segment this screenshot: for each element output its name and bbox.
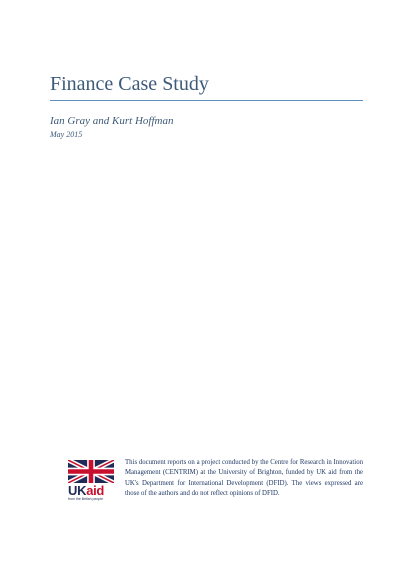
ukaid-wordmark: [68, 484, 114, 497]
ukaid-word-uk: UK: [68, 483, 87, 498]
ukaid-logo: [68, 460, 114, 501]
ukaid-tagline: from the British people: [68, 497, 104, 501]
funding-disclaimer: This document reports on a project conducted by the Centre for Research in Innovation Management (CENTRIM) at the University of Brighton, funded by UK aid from the UK's Department for International Development (DFID). The views expressed are those of the authors and do not reflect opinions of DFID.: [125, 459, 363, 498]
document-date: May 2015: [50, 130, 83, 139]
title-divider: [50, 100, 363, 101]
document-title: Finance Case Study: [50, 73, 209, 95]
ukaid-word-aid: aid: [86, 483, 105, 498]
union-jack-flag-icon: [68, 460, 114, 483]
document-authors: Ian Gray and Kurt Hoffman: [50, 115, 174, 127]
